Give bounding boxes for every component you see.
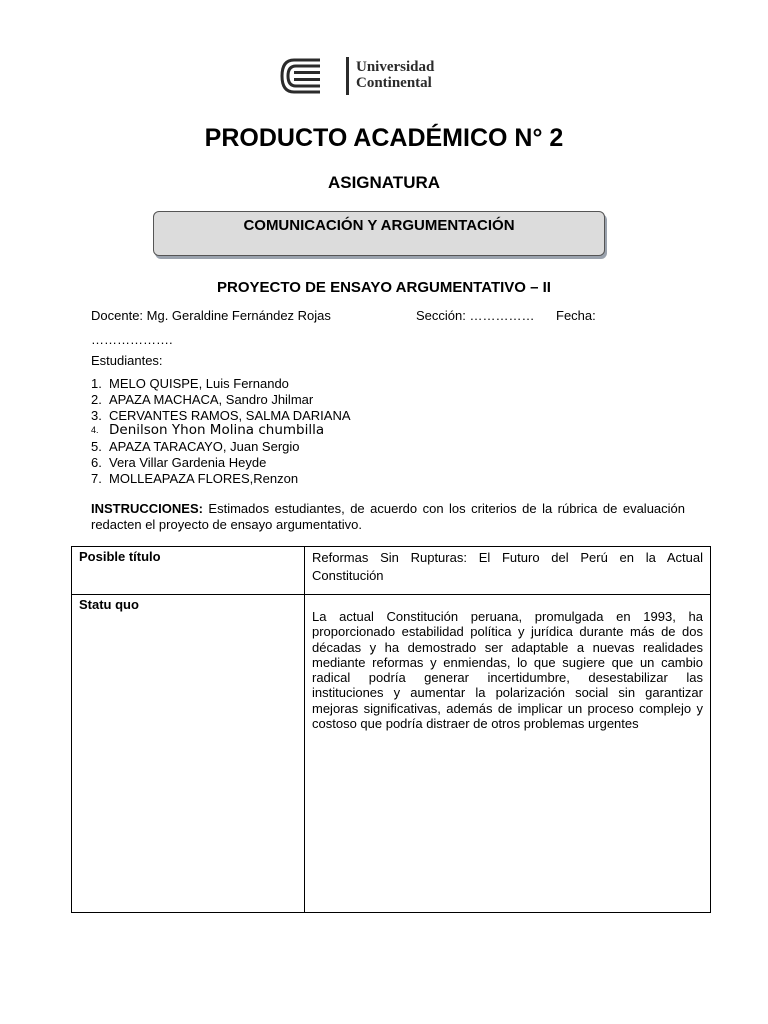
list-item: 5. APAZA TARACAYO, Juan Sergio (91, 439, 300, 455)
instructions (91, 501, 685, 532)
subtitle: ASIGNATURA (327, 173, 441, 192)
list-item: 6. Vera Villar Gardenia Heyde (91, 454, 267, 470)
statu-quo-label: Statu quo (72, 595, 305, 913)
table-row (72, 547, 711, 595)
table-row (72, 595, 711, 913)
course-name: COMUNICACIÓN Y ARGUMENTACIÓN (243, 217, 515, 234)
students-label: Estudiantes: (91, 353, 163, 368)
fecha-value: ………………. (91, 332, 173, 347)
list-item: 1. MELO QUISPE, Luis Fernando (91, 376, 289, 391)
project-table (71, 546, 711, 913)
logo-text (356, 59, 434, 91)
title-value: Reformas Sin Rupturas: El Futuro del Perú en la Actual Constitución (312, 550, 703, 583)
title-cell (305, 547, 711, 595)
docente-text: Docente: Mg. Geraldine Fernández Rojas (91, 308, 331, 323)
instructions-text: Estimados estudiantes, de acuerdo con los criterios de la rúbrica de evaluación redacten el proyecto de ensayo argumentativo. (91, 501, 685, 532)
instructions-label: INSTRUCCIONES: (91, 501, 203, 516)
list-item: 2. APAZA MACHACA, Sandro Jhilmar (91, 391, 314, 407)
statu-quo-value: La actual Constitución peruana, promulgada en 1993, ha proporcionado estabilidad política y jurídica durante más de dos décadas y ha demostrado ser adaptable a nuevas realidades mediante reformas y enmiendas, lo que sugiere que un cambio radical podría generar incertidumbre, desestabilizar las instituciones y aumentar la polarización social sin garantizar mejoras significativas, además de implicar un proceso complejo y costoso que podría distraer de otros problemas urgentes (312, 609, 703, 732)
project-title: PROYECTO DE ENSAYO ARGUMENTATIVO – II (217, 279, 551, 296)
statu-quo-cell (305, 595, 711, 913)
seccion-text: Sección: …………… (416, 308, 535, 323)
page-title: PRODUCTO ACADÉMICO N° 2 (204, 124, 564, 152)
list-item: 4. Denilson Yhon Molina chumbilla (91, 422, 325, 439)
list-item: 7. MOLLEAPAZA FLORES,Renzon (91, 470, 299, 486)
fecha-label: Fecha: (556, 308, 596, 323)
title-label: Posible título (72, 547, 305, 595)
students-list (91, 376, 351, 487)
list-item: 3. CERVANTES RAMOS, SALMA DARIANA (91, 407, 351, 423)
logo-line2: Continental (356, 75, 432, 91)
logo-line1: Universidad (356, 59, 435, 75)
